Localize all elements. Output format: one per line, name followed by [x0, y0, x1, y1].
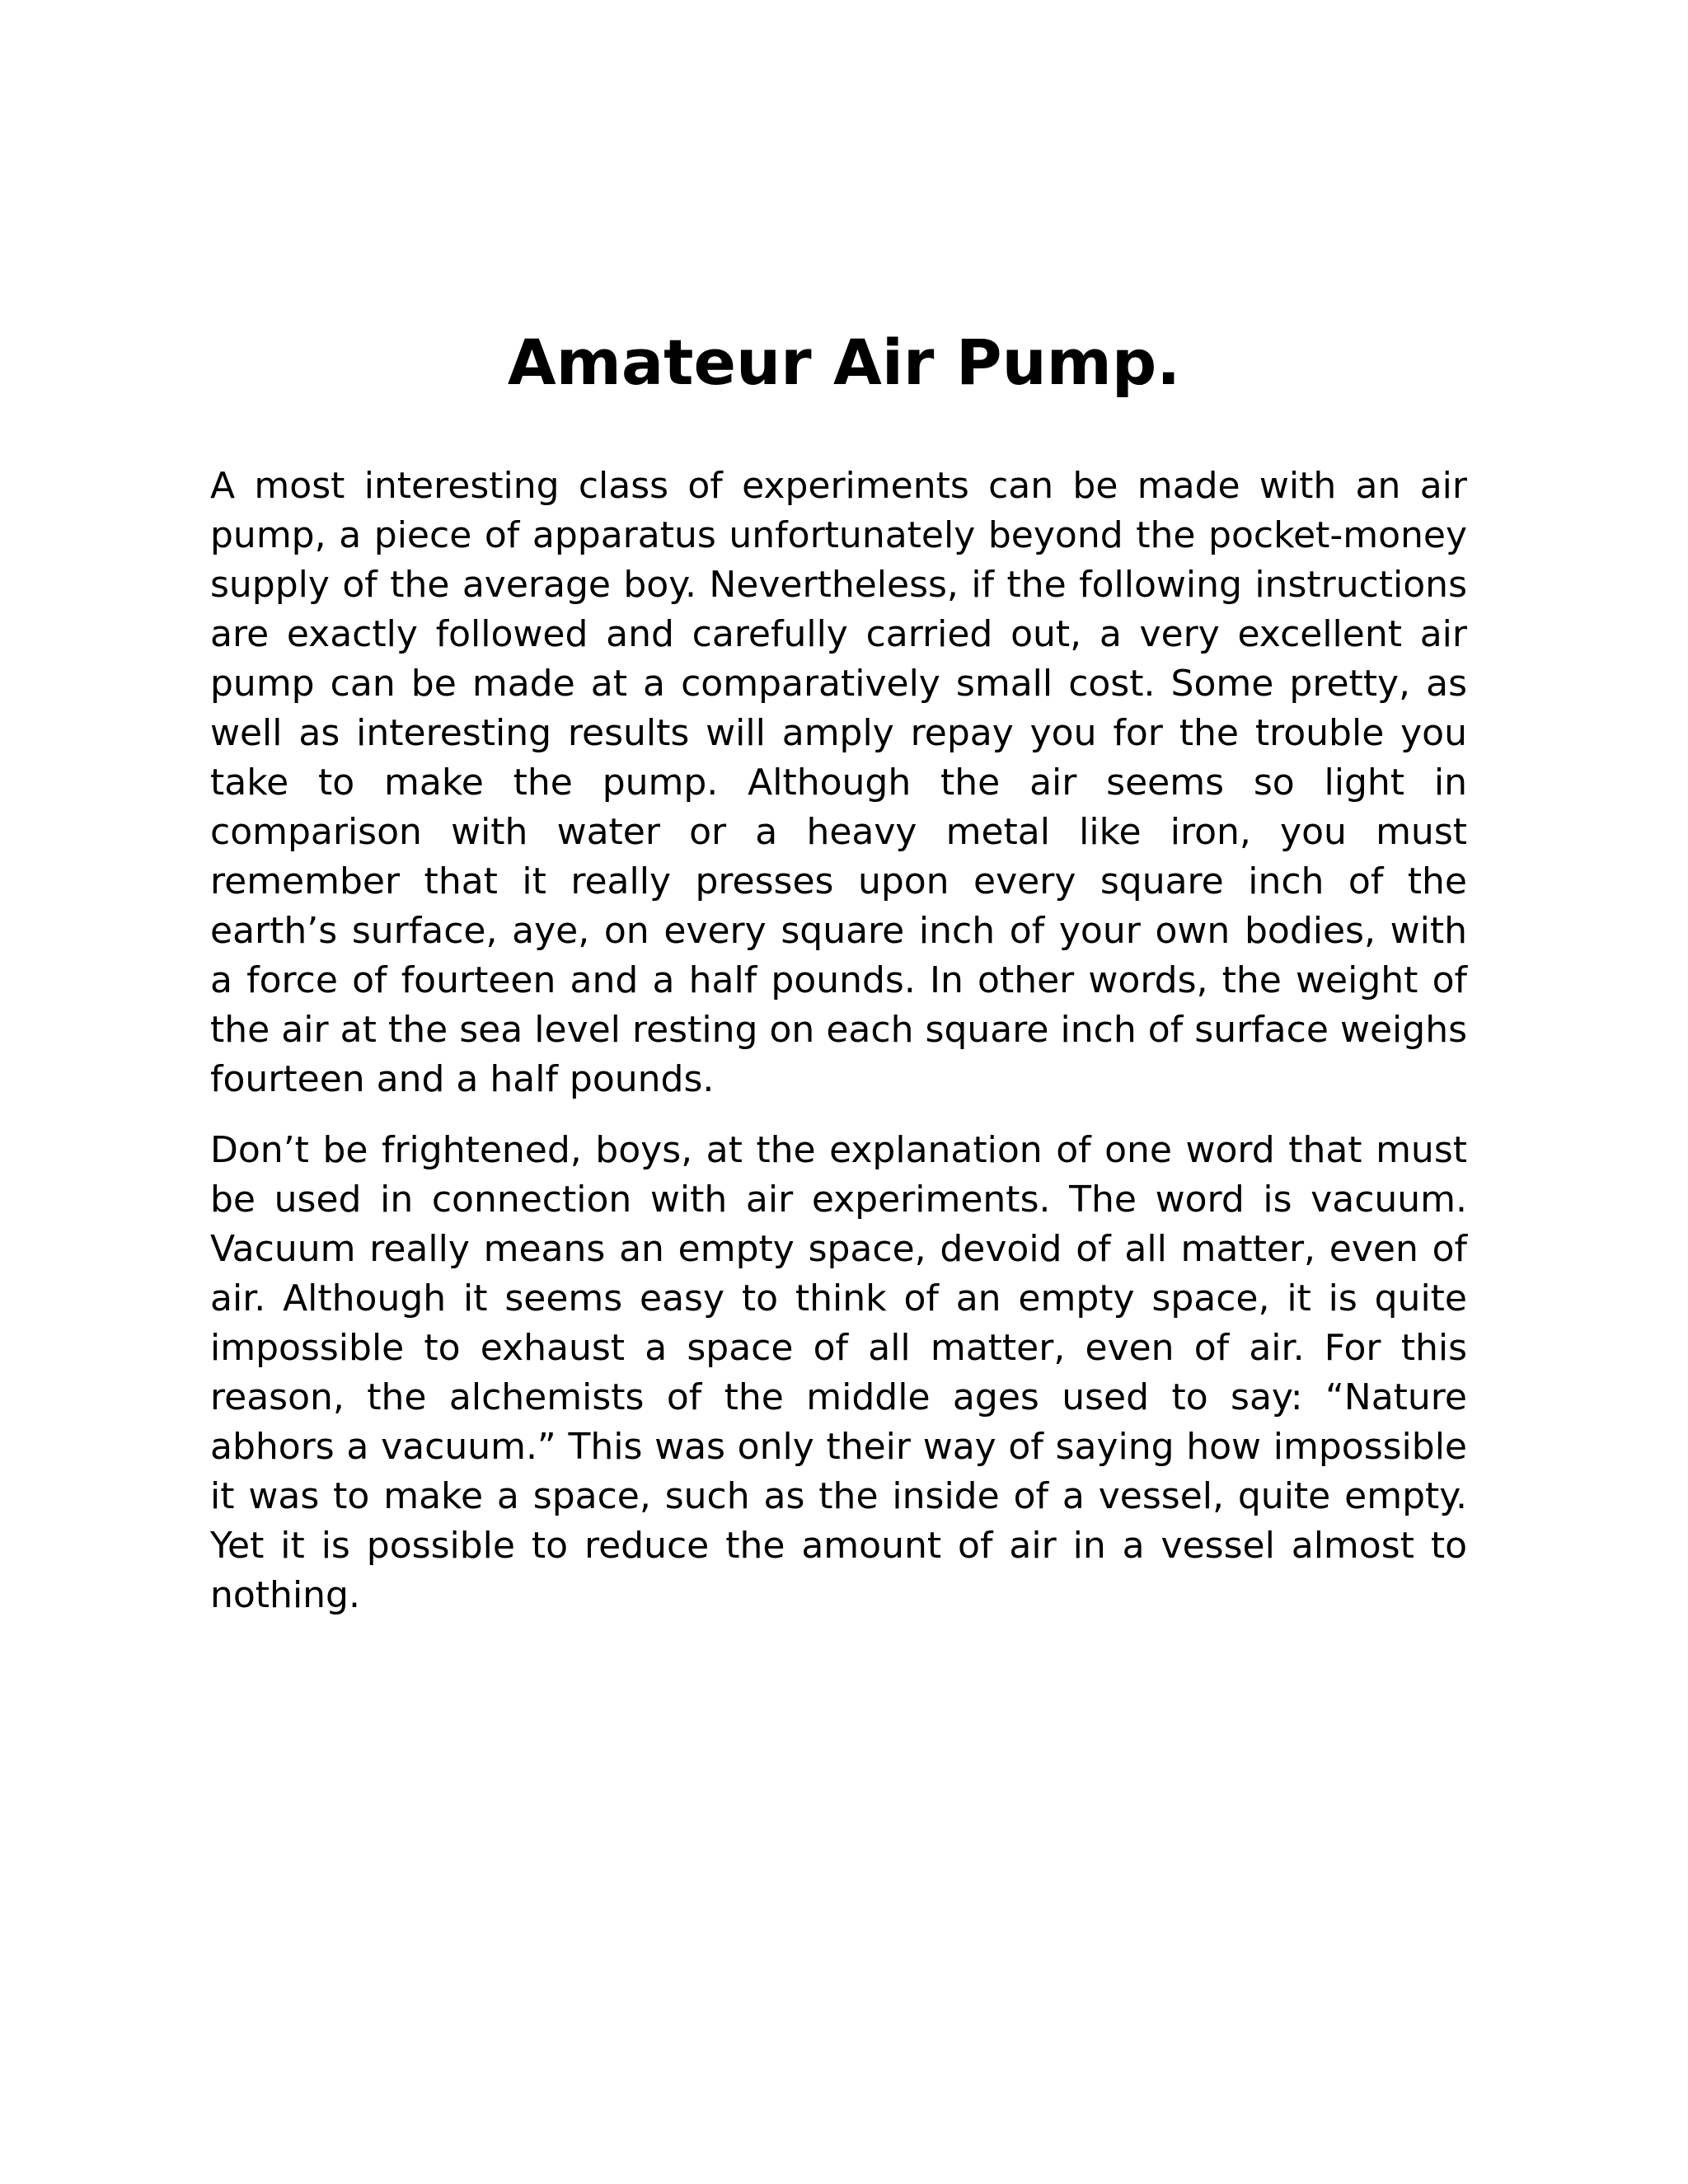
- body-text: [210, 462, 1467, 1642]
- paragraph-1: A most interesting class of experiments can be made with an air pump, a piece of apparatus unfortunately beyond the pocket-money supply of the average boy. Nevertheless, if the following instructions are exactly followed and carefully carried out, a very excellent air pump can be made at a comparatively small cost. Some pretty, as well as interesting results will amply repay you for the trouble you take to make the pump. Although the air seems so light in comparison with water or a heavy metal like iron, you must remember that it really presses upon every square inch of the earth’s surface, aye, on every square inch of your own bodies, with a force of fourteen and a half pounds. In other words, the weight of the air at the sea level resting on each square inch of surface weighs fourteen and a half pounds.: [210, 465, 1467, 1100]
- page-title: Amateur Air Pump.: [507, 326, 1181, 399]
- paragraph-2: Don’t be frightened, boys, at the explanation of one word that must be used in connection with air experiments. The word is vacuum. Vacuum really means an empty space, devoid of all matter, even of air. Although it seems easy to think of an empty space, it is quite impossible to exhaust a space of all matter, even of air. For this reason, the alchemists of the middle ages used to say: “Nature abhors a vacuum.” This was only their way of saying how impossible it was to make a space, such as the inside of a vessel, quite empty. Yet it is possible to reduce the amount of air in a vessel almost to nothing.: [210, 1129, 1467, 1616]
